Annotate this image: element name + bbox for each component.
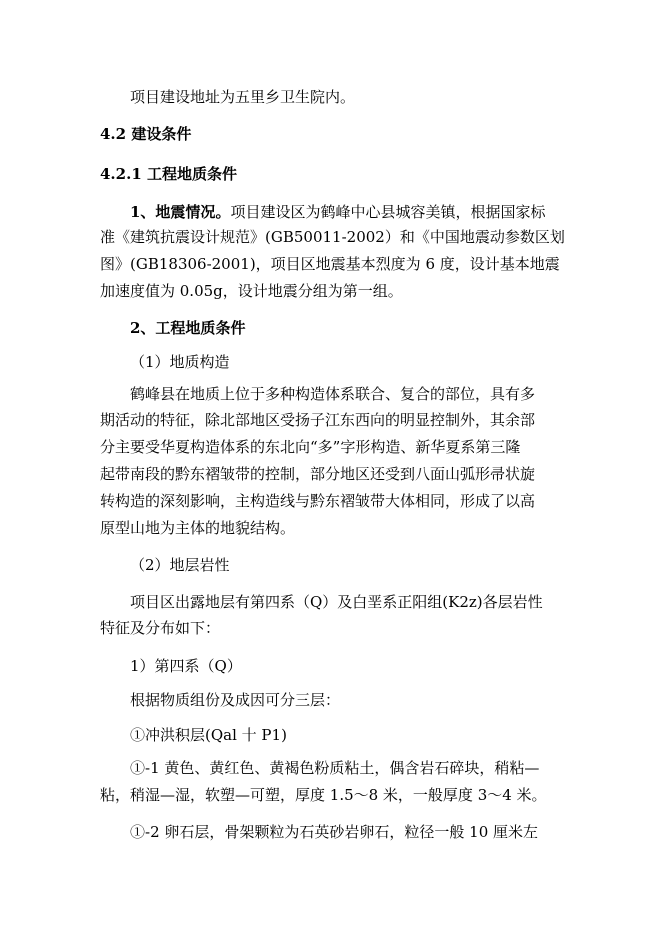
- quaternary-intro: 根据物质组份及成因可分三层：: [130, 691, 341, 709]
- layer-1-2-line-1: ①-2 卵石层，骨架颗粒为石英砂岩卵石，粒径一般 10 厘米左: [130, 823, 539, 841]
- address-paragraph: 项目建设地址为五里乡卫生院内。: [130, 88, 356, 106]
- structure-line-6: 原型山地为主体的地貌结构。: [100, 519, 296, 537]
- strata-heading: （2）地层岩性: [130, 556, 230, 574]
- structure-line-3: 分主要受华夏构造体系的东北向“多”字形构造、新华夏系第三隆: [100, 438, 521, 456]
- seismic-line-4: 加速度值为 0.05g，设计地震分组为第一组。: [100, 282, 403, 300]
- seismic-line-1-text: 项目建设区为鹤峰中心县城容美镇，根据国家标: [230, 203, 546, 221]
- layer-1-1-line-2: 粘，稍湿—湿，软塑—可塑，厚度 1.5～8 米，一般厚度 3～4 米。: [100, 786, 547, 804]
- structure-line-1: 鹤峰县在地质上位于多种构造体系联合、复合的部位，具有多: [130, 385, 536, 403]
- geo-conditions-heading: 2、工程地质条件: [130, 319, 246, 337]
- strata-line-2: 特征及分布如下：: [100, 619, 221, 637]
- structure-line-4: 起带南段的黔东褶皱带的控制，部分地区还受到八面山弧形帚状旋: [100, 465, 536, 483]
- structure-line-2: 期活动的特征，除北部地区受扬子江东西向的明显控制外，其余部: [100, 411, 536, 429]
- section-heading-4-2-1: 4.2.1 工程地质条件: [100, 165, 237, 183]
- seismic-line-2: 准《建筑抗震设计规范》(GB50011-2002）和《中国地震动参数区划: [100, 228, 565, 246]
- layer-1-1-line-1: ①-1 黄色、黄红色、黄褐色粉质粘土，偶含岩石碎块，稍粘—: [130, 759, 540, 777]
- structure-heading: （1）地质构造: [130, 353, 230, 371]
- quaternary-heading: 1）第四系（Q）: [130, 657, 242, 675]
- seismic-line-1: [130, 202, 545, 222]
- layer-1-heading: ①冲洪积层(Qal 十 P1): [130, 726, 287, 744]
- structure-line-5: 转构造的深刻影响，主构造线与黔东褶皱带大体相同，形成了以高: [100, 492, 536, 510]
- seismic-heading: 1、地震情况。: [130, 203, 231, 221]
- section-heading-4-2: 4.2 建设条件: [100, 125, 192, 143]
- seismic-line-3: 图》(GB18306-2001)，项目区地震基本烈度为 6 度，设计基本地震: [100, 255, 560, 273]
- strata-line-1: 项目区出露地层有第四系（Q）及白垩系正阳组(K2z)各层岩性: [130, 593, 543, 611]
